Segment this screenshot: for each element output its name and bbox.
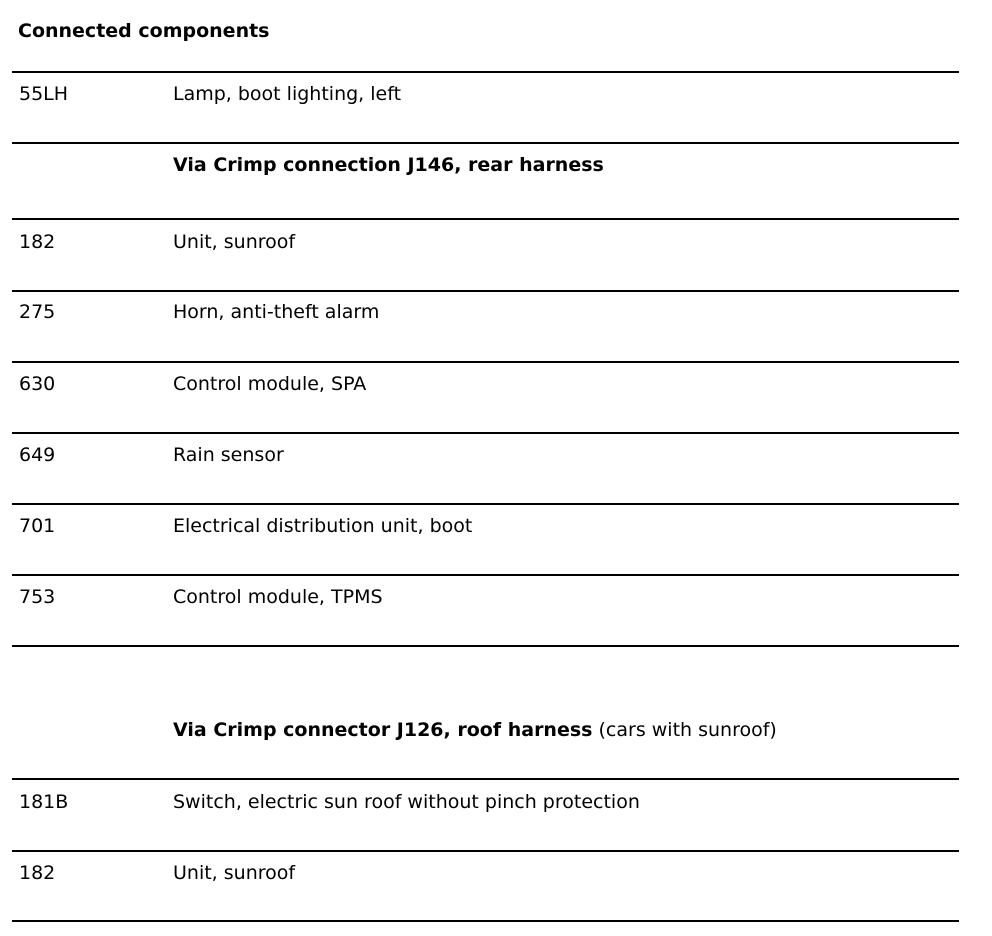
component-code: 275 xyxy=(19,301,56,323)
table-divider xyxy=(12,850,959,852)
table-divider xyxy=(12,290,959,292)
connection-heading-j146: Via Crimp connection J146, rear harness xyxy=(173,154,604,176)
component-description: Electrical distribution unit, boot xyxy=(173,515,473,537)
connection-heading-label: Via Crimp connector J126, roof harness xyxy=(173,719,593,741)
table-divider xyxy=(12,71,959,73)
component-code: 182 xyxy=(19,231,56,253)
component-code: 753 xyxy=(19,586,56,608)
component-code: 630 xyxy=(19,373,56,395)
component-description: Control module, TPMS xyxy=(173,586,383,608)
section-title: Connected components xyxy=(18,20,270,42)
component-code: 649 xyxy=(19,444,56,466)
component-description: Unit, sunroof xyxy=(173,862,296,884)
table-divider xyxy=(12,361,959,363)
component-code: 181B xyxy=(19,791,69,813)
connection-heading-j126 xyxy=(173,718,777,742)
table-divider xyxy=(12,778,959,780)
table-divider xyxy=(12,432,959,434)
component-description: Rain sensor xyxy=(173,444,284,466)
table-divider xyxy=(12,645,959,647)
component-description: Horn, anti-theft alarm xyxy=(173,301,380,323)
component-description: Lamp, boot lighting, left xyxy=(173,83,402,105)
component-code: 55LH xyxy=(19,83,69,105)
table-divider xyxy=(12,218,959,220)
table-divider xyxy=(12,503,959,505)
table-divider xyxy=(12,920,959,922)
component-code: 182 xyxy=(19,862,56,884)
component-description: Unit, sunroof xyxy=(173,231,296,253)
connection-heading-note: (cars with sunroof) xyxy=(592,719,777,741)
component-description: Switch, electric sun roof without pinch protection xyxy=(173,791,640,813)
table-divider xyxy=(12,142,959,144)
component-description: Control module, SPA xyxy=(173,373,367,395)
table-divider xyxy=(12,574,959,576)
component-code: 701 xyxy=(19,515,56,537)
